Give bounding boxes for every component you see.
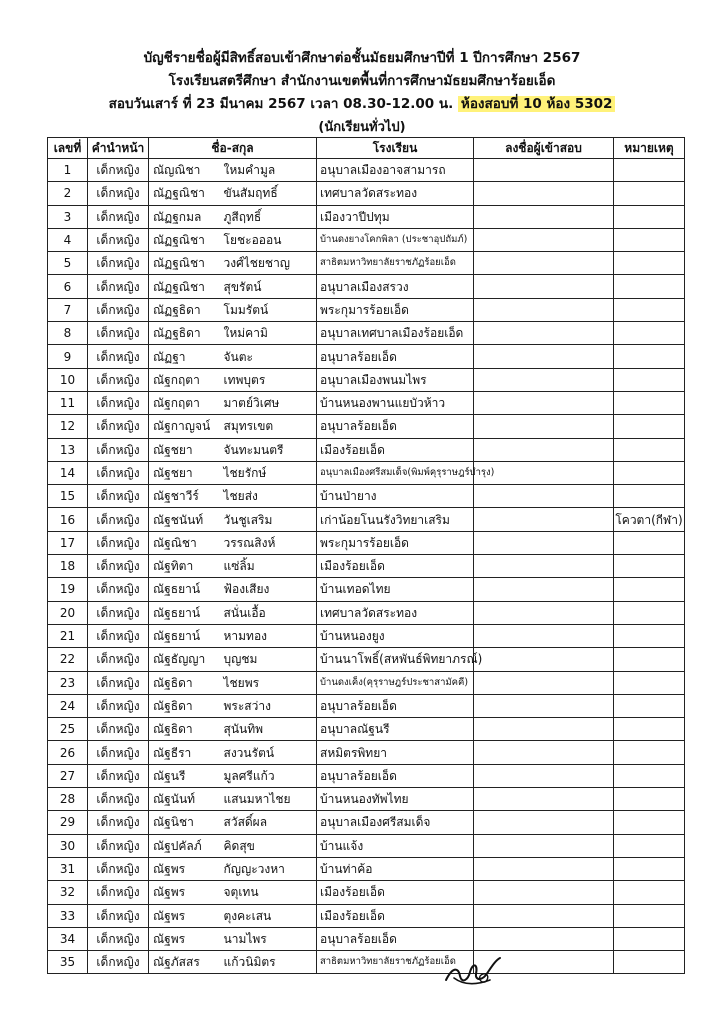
table-row — [48, 322, 685, 345]
cell-school: อนุบาลเมืองศรีสมเด็จ — [317, 811, 474, 834]
cell-number: 5 — [48, 252, 88, 275]
table-row — [48, 811, 685, 834]
cell-note — [614, 904, 685, 927]
cell-first-name: ณัฏฐณิชา — [149, 182, 220, 205]
cell-number: 3 — [48, 205, 88, 228]
table-row — [48, 252, 685, 275]
cell-prefix: เด็กหญิง — [88, 228, 149, 251]
cell-number: 30 — [48, 834, 88, 857]
cell-prefix: เด็กหญิง — [88, 461, 149, 484]
cell-school: บ้านดงเค็ง(คุรุราษฎร์ประชาสามัคคี) — [317, 671, 474, 694]
cell-number: 23 — [48, 671, 88, 694]
cell-prefix: เด็กหญิง — [88, 951, 149, 974]
cell-surname: บุญชม — [220, 648, 317, 671]
cell-school: อนุบาลเมืองพนมไพร — [317, 368, 474, 391]
cell-note — [614, 438, 685, 461]
table-row — [48, 671, 685, 694]
cell-school: เก่าน้อยโนนรังวิทยาเสริม — [317, 508, 474, 531]
cell-surname: โมมรัตน์ — [220, 298, 317, 321]
exam-date-time: สอบวันเสาร์ ที่ 23 มีนาคม 2567 เวลา 08.30-12.00 น. — [108, 96, 454, 112]
cell-signature — [474, 601, 614, 624]
cell-surname: มูลศรีแก้ว — [220, 764, 317, 787]
cell-signature — [474, 159, 614, 182]
cell-first-name: ณัฐธีรา — [149, 741, 220, 764]
cell-number: 34 — [48, 927, 88, 950]
cell-school: บ้านดงยางโคกพิลา (ประชาอุปถัมภ์) — [317, 228, 474, 251]
cell-prefix: เด็กหญิง — [88, 834, 149, 857]
cell-signature — [474, 764, 614, 787]
cell-first-name: ณัฐชยา — [149, 461, 220, 484]
cell-number: 18 — [48, 555, 88, 578]
signature-mark — [440, 950, 510, 990]
table-row — [48, 508, 685, 531]
table-row — [48, 159, 685, 182]
cell-school: พระกุมารร้อยเอ็ด — [317, 298, 474, 321]
cell-first-name: ณัฐธยาน์ — [149, 578, 220, 601]
table-row — [48, 461, 685, 484]
cell-prefix: เด็กหญิง — [88, 368, 149, 391]
cell-signature — [474, 857, 614, 880]
cell-surname: สนั่นเอื้อ — [220, 601, 317, 624]
cell-surname: แสนมหาไชย — [220, 788, 317, 811]
cell-first-name: ณัฐธัญญา — [149, 648, 220, 671]
cell-surname: จันทะมนตรี — [220, 438, 317, 461]
cell-first-name: ณัฐธิดา — [149, 694, 220, 717]
cell-signature — [474, 461, 614, 484]
cell-surname: เทพบุตร — [220, 368, 317, 391]
cell-prefix: เด็กหญิง — [88, 811, 149, 834]
cell-first-name: ณัฐณิชา — [149, 531, 220, 554]
cell-first-name: ณัฐชาวีร์ — [149, 485, 220, 508]
table-row — [48, 415, 685, 438]
cell-first-name: ณัฐธิดา — [149, 718, 220, 741]
cell-school: เทศบาลวัดสระทอง — [317, 601, 474, 624]
cell-school: อนุบาลเมืองอาจสามารถ — [317, 159, 474, 182]
cell-number: 11 — [48, 391, 88, 414]
exam-room-highlight: ห้องสอบที่ 10 ห้อง 5302 — [458, 96, 615, 112]
table-row — [48, 741, 685, 764]
cell-signature — [474, 741, 614, 764]
cell-note — [614, 485, 685, 508]
cell-surname: สมุทรเขต — [220, 415, 317, 438]
cell-signature — [474, 368, 614, 391]
cell-prefix: เด็กหญิง — [88, 252, 149, 275]
table-row — [48, 578, 685, 601]
cell-number: 13 — [48, 438, 88, 461]
cell-first-name: ณัฏฐณิชา — [149, 252, 220, 275]
cell-note — [614, 834, 685, 857]
cell-prefix: เด็กหญิง — [88, 764, 149, 787]
table-row — [48, 927, 685, 950]
col-header-signature: ลงชื่อผู้เข้าสอบ — [474, 138, 614, 159]
cell-surname: กัญญะวงหา — [220, 857, 317, 880]
cell-first-name: ณัฐพร — [149, 904, 220, 927]
cell-surname: ใหม่คามิ — [220, 322, 317, 345]
cell-prefix: เด็กหญิง — [88, 671, 149, 694]
cell-school: เมืองร้อยเอ็ด — [317, 438, 474, 461]
school-office-line: โรงเรียนสตรีศึกษา สำนักงานเขตพื้นที่การศึกษามัธยมศึกษาร้อยเอ็ด — [168, 73, 556, 89]
cell-school: บ้านหนองทัพไทย — [317, 788, 474, 811]
cell-first-name: ณัฐนรี — [149, 764, 220, 787]
cell-number: 28 — [48, 788, 88, 811]
table-row — [48, 601, 685, 624]
cell-school: สาธิตมหาวิทยาลัยราชภัฏร้อยเอ็ด — [317, 252, 474, 275]
cell-school: อนุบาลเมืองสรวง — [317, 275, 474, 298]
cell-school: อนุบาลเทศบาลเมืองร้อยเอ็ด — [317, 322, 474, 345]
table-row — [48, 205, 685, 228]
cell-number: 31 — [48, 857, 88, 880]
cell-signature — [474, 345, 614, 368]
cell-surname: ขันสัมฤทธิ์ — [220, 182, 317, 205]
cell-note — [614, 881, 685, 904]
cell-first-name: ณัฐปคัลภ์ — [149, 834, 220, 857]
cell-surname: ภูสีฤทธิ์ — [220, 205, 317, 228]
cell-prefix: เด็กหญิง — [88, 159, 149, 182]
cell-prefix: เด็กหญิง — [88, 624, 149, 647]
cell-school: อนุบาลร้อยเอ็ด — [317, 345, 474, 368]
cell-note — [614, 531, 685, 554]
cell-number: 1 — [48, 159, 88, 182]
cell-first-name: ณัฐภัสสร — [149, 951, 220, 974]
table-row — [48, 624, 685, 647]
cell-prefix: เด็กหญิง — [88, 182, 149, 205]
cell-signature — [474, 578, 614, 601]
table-row — [48, 555, 685, 578]
cell-first-name: ณัฐกาญจน์ — [149, 415, 220, 438]
table-row — [48, 904, 685, 927]
cell-signature — [474, 228, 614, 251]
cell-number: 6 — [48, 275, 88, 298]
table-row — [48, 857, 685, 880]
cell-signature — [474, 252, 614, 275]
cell-note — [614, 368, 685, 391]
cell-signature — [474, 881, 614, 904]
cell-surname: นามไพร — [220, 927, 317, 950]
cell-signature — [474, 415, 614, 438]
cell-note — [614, 927, 685, 950]
cell-note — [614, 671, 685, 694]
cell-first-name: ณัญณิชา — [149, 159, 220, 182]
cell-prefix: เด็กหญิง — [88, 555, 149, 578]
cell-school: บ้านแจ้ง — [317, 834, 474, 857]
cell-note — [614, 252, 685, 275]
table-row — [48, 834, 685, 857]
table-row — [48, 694, 685, 717]
col-header-note: หมายเหตุ — [614, 138, 685, 159]
cell-number: 26 — [48, 741, 88, 764]
cell-first-name: ณัฏฐณิชา — [149, 228, 220, 251]
cell-note — [614, 322, 685, 345]
cell-prefix: เด็กหญิง — [88, 275, 149, 298]
cell-note — [614, 578, 685, 601]
cell-prefix: เด็กหญิง — [88, 718, 149, 741]
cell-note — [614, 718, 685, 741]
cell-number: 16 — [48, 508, 88, 531]
cell-number: 29 — [48, 811, 88, 834]
cell-number: 4 — [48, 228, 88, 251]
cell-surname: ใหมคำมูล — [220, 159, 317, 182]
cell-surname: วันชูเสริม — [220, 508, 317, 531]
cell-note — [614, 601, 685, 624]
cell-signature — [474, 694, 614, 717]
cell-note — [614, 811, 685, 834]
cell-note — [614, 205, 685, 228]
cell-signature — [474, 718, 614, 741]
cell-school: บ้านหนองยูง — [317, 624, 474, 647]
cell-school: อนุบาลเมืองศรีสมเด็จ(พิมพ์คุรุราษฎร์บำรุง) — [317, 461, 474, 484]
table-row — [48, 788, 685, 811]
cell-surname: จันตะ — [220, 345, 317, 368]
cell-school: บ้านท่าค้อ — [317, 857, 474, 880]
cell-first-name: ณัฐพร — [149, 881, 220, 904]
cell-surname: โยชะอออน — [220, 228, 317, 251]
cell-first-name: ณัฏฐา — [149, 345, 220, 368]
exam-schedule-line — [0, 92, 724, 114]
cell-prefix: เด็กหญิง — [88, 741, 149, 764]
cell-prefix: เด็กหญิง — [88, 485, 149, 508]
cell-number: 32 — [48, 881, 88, 904]
cell-prefix: เด็กหญิง — [88, 857, 149, 880]
table-row — [48, 485, 685, 508]
cell-number: 17 — [48, 531, 88, 554]
cell-note — [614, 415, 685, 438]
cell-signature — [474, 322, 614, 345]
cell-surname: พระสว่าง — [220, 694, 317, 717]
cell-surname: จตุเทน — [220, 881, 317, 904]
cell-prefix: เด็กหญิง — [88, 927, 149, 950]
cell-school: อนุบาลณัฐนรี — [317, 718, 474, 741]
table-header-row — [48, 138, 685, 159]
cell-school: เมืองวาปีปทุม — [317, 205, 474, 228]
cell-note — [614, 461, 685, 484]
cell-signature — [474, 555, 614, 578]
cell-signature — [474, 904, 614, 927]
cell-number: 2 — [48, 182, 88, 205]
cell-surname: แก้วนิมิตร — [220, 951, 317, 974]
cell-surname: ตุงคะเสน — [220, 904, 317, 927]
cell-prefix: เด็กหญิง — [88, 205, 149, 228]
cell-first-name: ณัฐกฤตา — [149, 391, 220, 414]
cell-school: อนุบาลร้อยเอ็ด — [317, 415, 474, 438]
cell-signature — [474, 531, 614, 554]
cell-number: 24 — [48, 694, 88, 717]
col-header-fullname: ชื่อ-สกุล — [149, 138, 317, 159]
cell-first-name: ณัฐนันท์ — [149, 788, 220, 811]
cell-surname: ไชยรักษ์ — [220, 461, 317, 484]
cell-surname: ฟ้องเสียง — [220, 578, 317, 601]
cell-signature — [474, 508, 614, 531]
table-row — [48, 438, 685, 461]
cell-number: 25 — [48, 718, 88, 741]
roster-body — [48, 159, 685, 974]
cell-school: พระกุมารร้อยเอ็ด — [317, 531, 474, 554]
cell-note — [614, 345, 685, 368]
roster-table — [47, 137, 685, 974]
cell-prefix: เด็กหญิง — [88, 601, 149, 624]
cell-first-name: ณัฏฐธิดา — [149, 298, 220, 321]
cell-surname: หามทอง — [220, 624, 317, 647]
cell-signature — [474, 788, 614, 811]
cell-first-name: ณัฏฐกมล — [149, 205, 220, 228]
cell-first-name: ณัฐชนันท์ — [149, 508, 220, 531]
table-row — [48, 531, 685, 554]
cell-signature — [474, 648, 614, 671]
cell-surname: คิดสุข — [220, 834, 317, 857]
cell-number: 15 — [48, 485, 88, 508]
cell-surname: สวัสดิ์ผล — [220, 811, 317, 834]
cell-note — [614, 275, 685, 298]
cell-note — [614, 857, 685, 880]
table-row — [48, 391, 685, 414]
cell-surname: แซ่ลิ้ม — [220, 555, 317, 578]
cell-prefix: เด็กหญิง — [88, 648, 149, 671]
cell-number: 20 — [48, 601, 88, 624]
cell-note — [614, 298, 685, 321]
cell-school: อนุบาลร้อยเอ็ด — [317, 927, 474, 950]
cell-note — [614, 648, 685, 671]
cell-signature — [474, 438, 614, 461]
cell-school: เมืองร้อยเอ็ด — [317, 881, 474, 904]
cell-prefix: เด็กหญิง — [88, 508, 149, 531]
cell-number: 22 — [48, 648, 88, 671]
cell-first-name: ณัฐพร — [149, 927, 220, 950]
cell-note — [614, 741, 685, 764]
cell-note — [614, 951, 685, 974]
cell-signature — [474, 205, 614, 228]
cell-school: สหมิตรพิทยา — [317, 741, 474, 764]
cell-note — [614, 624, 685, 647]
cell-prefix: เด็กหญิง — [88, 531, 149, 554]
cell-school: บ้านหนองพานแยบัวห้าว — [317, 391, 474, 414]
cell-number: 9 — [48, 345, 88, 368]
cell-prefix: เด็กหญิง — [88, 694, 149, 717]
col-header-num: เลขที่ — [48, 138, 88, 159]
cell-prefix: เด็กหญิง — [88, 345, 149, 368]
col-header-school: โรงเรียน — [317, 138, 474, 159]
cell-signature — [474, 624, 614, 647]
cell-school: อนุบาลร้อยเอ็ด — [317, 694, 474, 717]
cell-surname: สุขรัตน์ — [220, 275, 317, 298]
cell-signature — [474, 671, 614, 694]
cell-first-name: ณัฐพร — [149, 857, 220, 880]
cell-number: 10 — [48, 368, 88, 391]
cell-surname: วรรณสิงห์ — [220, 531, 317, 554]
cell-number: 33 — [48, 904, 88, 927]
cell-note — [614, 159, 685, 182]
cell-first-name: ณัฐธิดา — [149, 671, 220, 694]
cell-first-name: ณัฐทิตา — [149, 555, 220, 578]
cell-note — [614, 694, 685, 717]
cell-number: 19 — [48, 578, 88, 601]
cell-signature — [474, 927, 614, 950]
cell-note: โควตา(กีฬา) — [614, 508, 685, 531]
cell-surname: มาตย์วิเศษ — [220, 391, 317, 414]
col-header-prefix: คำนำหน้า — [88, 138, 149, 159]
cell-signature — [474, 298, 614, 321]
table-row — [48, 764, 685, 787]
student-category: (นักเรียนทั่วไป) — [318, 120, 406, 135]
table-row — [48, 881, 685, 904]
cell-note — [614, 228, 685, 251]
cell-note — [614, 764, 685, 787]
cell-school: สาธิตมหาวิทยาลัยราชภัฏร้อยเอ็ด — [317, 951, 474, 974]
cell-number: 8 — [48, 322, 88, 345]
cell-signature — [474, 834, 614, 857]
cell-note — [614, 555, 685, 578]
table-row — [48, 718, 685, 741]
cell-first-name: ณัฐกฤตา — [149, 368, 220, 391]
cell-signature — [474, 182, 614, 205]
cell-surname: วงศ์ไชยชาญ — [220, 252, 317, 275]
cell-prefix: เด็กหญิง — [88, 322, 149, 345]
cell-prefix: เด็กหญิง — [88, 788, 149, 811]
cell-prefix: เด็กหญิง — [88, 298, 149, 321]
table-row — [48, 298, 685, 321]
cell-prefix: เด็กหญิง — [88, 904, 149, 927]
cell-prefix: เด็กหญิง — [88, 438, 149, 461]
cell-note — [614, 391, 685, 414]
cell-school: บ้านนาโพธิ์(สหพันธ์พิทยาภรณ์) — [317, 648, 474, 671]
cell-prefix: เด็กหญิง — [88, 415, 149, 438]
cell-note — [614, 182, 685, 205]
table-row — [48, 368, 685, 391]
cell-number: 21 — [48, 624, 88, 647]
cell-first-name: ณัฐนิชา — [149, 811, 220, 834]
cell-surname: สุนันทิพ — [220, 718, 317, 741]
cell-number: 7 — [48, 298, 88, 321]
cell-surname: ไชยพร — [220, 671, 317, 694]
cell-first-name: ณัฐชยา — [149, 438, 220, 461]
cell-note — [614, 788, 685, 811]
table-row — [48, 182, 685, 205]
cell-signature — [474, 485, 614, 508]
cell-prefix: เด็กหญิง — [88, 391, 149, 414]
cell-school: เมืองร้อยเอ็ด — [317, 555, 474, 578]
cell-prefix: เด็กหญิง — [88, 578, 149, 601]
cell-signature — [474, 391, 614, 414]
document-title: บัญชีรายชื่อผู้มีสิทธิ์สอบเข้าศึกษาต่อชั้นมัธยมศึกษาปีที่ 1 ปีการศึกษา 2567 — [143, 50, 581, 66]
cell-school: เทศบาลวัดสระทอง — [317, 182, 474, 205]
cell-surname: สงวนรัตน์ — [220, 741, 317, 764]
table-row — [48, 345, 685, 368]
cell-school: บ้านเทอดไทย — [317, 578, 474, 601]
cell-number: 14 — [48, 461, 88, 484]
cell-school: เมืองร้อยเอ็ด — [317, 904, 474, 927]
cell-first-name: ณัฐธยาน์ — [149, 601, 220, 624]
table-row — [48, 951, 685, 974]
cell-surname: ไชยส่ง — [220, 485, 317, 508]
cell-signature — [474, 275, 614, 298]
cell-prefix: เด็กหญิง — [88, 881, 149, 904]
table-row — [48, 275, 685, 298]
cell-first-name: ณัฏฐณิชา — [149, 275, 220, 298]
table-row — [48, 228, 685, 251]
cell-signature — [474, 811, 614, 834]
cell-number: 35 — [48, 951, 88, 974]
cell-first-name: ณัฏฐธิดา — [149, 322, 220, 345]
cell-school: อนุบาลร้อยเอ็ด — [317, 764, 474, 787]
table-row — [48, 648, 685, 671]
cell-first-name: ณัฐธยาน์ — [149, 624, 220, 647]
cell-number: 27 — [48, 764, 88, 787]
cell-number: 12 — [48, 415, 88, 438]
cell-school: บ้านป่ายาง — [317, 485, 474, 508]
